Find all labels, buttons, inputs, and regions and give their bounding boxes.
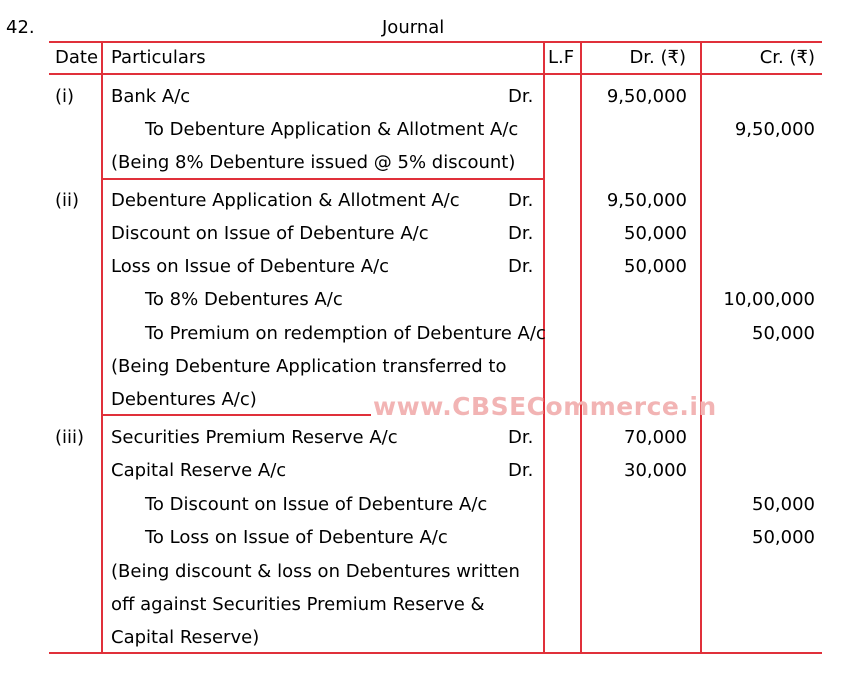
entry-date: (iii) xyxy=(55,427,85,448)
table-top-rule xyxy=(49,41,822,43)
narration: off against Securities Premium Reserve & xyxy=(111,594,485,615)
narration: (Being discount & loss on Debentures written xyxy=(111,561,520,582)
debit-amount: 9,50,000 xyxy=(606,86,687,107)
account-name: Securities Premium Reserve A/c xyxy=(111,427,398,448)
header-debit: Dr. (₹) xyxy=(629,47,686,68)
account-name: To Debenture Application & Allotment A/c xyxy=(145,119,519,140)
header-particulars: Particulars xyxy=(111,47,206,68)
debit-amount: 50,000 xyxy=(624,223,687,244)
debit-marker: Dr. xyxy=(508,256,534,277)
account-name: Bank A/c xyxy=(111,86,191,107)
page-title: Journal xyxy=(382,17,445,38)
debit-marker: Dr. xyxy=(508,223,534,244)
narration: Debentures A/c) xyxy=(111,389,257,410)
debit-amount: 30,000 xyxy=(624,460,687,481)
account-name: Discount on Issue of Debenture A/c xyxy=(111,223,429,244)
narration: (Being Debenture Application transferred to xyxy=(111,356,507,377)
debit-marker: Dr. xyxy=(508,86,534,107)
debit-amount: 9,50,000 xyxy=(606,190,687,211)
account-name: To Discount on Issue of Debenture A/c xyxy=(145,494,488,515)
credit-amount: 50,000 xyxy=(752,494,815,515)
entry-date: (ii) xyxy=(55,190,80,211)
table-bottom-rule xyxy=(49,652,822,654)
account-name: To 8% Debentures A/c xyxy=(145,289,343,310)
account-name: Debenture Application & Allotment A/c xyxy=(111,190,460,211)
header-credit: Cr. (₹) xyxy=(759,47,815,68)
narration: (Being 8% Debenture issued @ 5% discount) xyxy=(111,152,516,173)
debit-amount: 70,000 xyxy=(624,427,687,448)
debit-marker: Dr. xyxy=(508,460,534,481)
account-name: Loss on Issue of Debenture A/c xyxy=(111,256,390,277)
credit-amount: 50,000 xyxy=(752,527,815,548)
header-date: Date xyxy=(55,47,99,68)
credit-amount: 9,50,000 xyxy=(734,119,815,140)
debit-marker: Dr. xyxy=(508,427,534,448)
debit-amount: 50,000 xyxy=(624,256,687,277)
column-divider-lf xyxy=(580,41,582,653)
narration: Capital Reserve) xyxy=(111,627,260,648)
account-name: Capital Reserve A/c xyxy=(111,460,287,481)
table-header-rule xyxy=(49,73,822,75)
watermark: www.CBSECommerce.in xyxy=(373,392,717,421)
debit-marker: Dr. xyxy=(508,190,534,211)
account-name: To Loss on Issue of Debenture A/c xyxy=(145,527,448,548)
entry-separator xyxy=(101,178,544,180)
column-divider-date xyxy=(101,41,103,653)
credit-amount: 50,000 xyxy=(752,323,815,344)
column-divider-particulars xyxy=(543,41,545,653)
question-number: 42. xyxy=(6,17,35,38)
account-name: To Premium on redemption of Debenture A/c xyxy=(145,323,546,344)
entry-separator xyxy=(101,414,371,416)
entry-date: (i) xyxy=(55,86,75,107)
header-lf: L.F xyxy=(548,47,575,68)
credit-amount: 10,00,000 xyxy=(723,289,815,310)
